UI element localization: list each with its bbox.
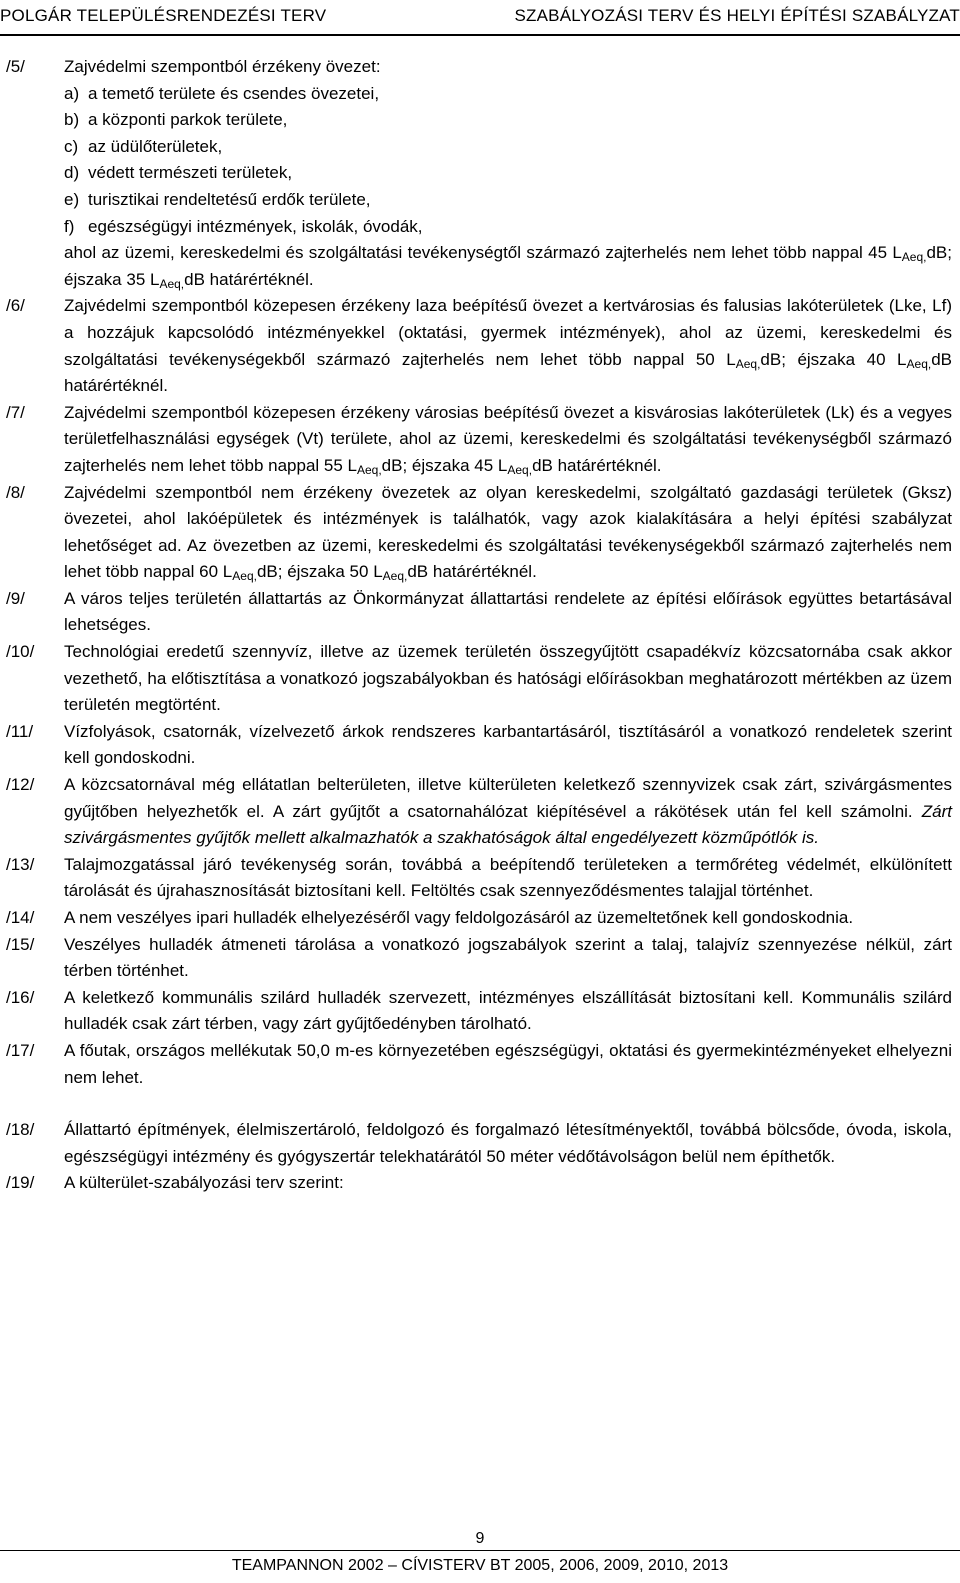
item-number: /13/ xyxy=(6,854,35,874)
item-text: A város teljes területén állattartás az Önkormányzat állattartási rendelete az építési előírások együttes betartásával lehetséges. xyxy=(64,588,952,635)
header-right-title: SZABÁLYOZÁSI TERV ÉS HELYI ÉPÍTÉSI SZABÁLYZAT xyxy=(514,6,960,25)
item-16 xyxy=(0,985,952,1038)
sub-item: f) egészségügyi intézmények, iskolák, óvodák, xyxy=(64,216,423,236)
item-number: /5/ xyxy=(6,57,25,76)
item-6: /6/ Zajvédelmi szempontból közepesen érzékeny laza beépítésű övezet a kertvárosias és falusias lakóterületek (Lke, Lf) a hozzájuk kapcsolódó intézményekkel (oktatási, gyermek intézmények), ahol az üzemi, kereskedelmi és szolgáltatási tevékenységekből származó zajterhelés nem lehet több nappal 50 $L_{Aeq,}dB$; éjszaka 40 $L_{Aeq,}dB$ határértéknél. xyxy=(0,293,952,399)
item-text: Technológiai eredetű szennyvíz, illetve az üzemek területén összegyűjtött csapadékvíz közcsatornába csak akkor vezethető, ha előtisztítása a vonatkozó jogszabályokban és hatósági előírásokban meghatározott mértékben az üzem területén megtörtént. xyxy=(64,642,952,715)
item-11 xyxy=(0,719,952,772)
item-number: /10/ xyxy=(6,642,35,662)
page-header xyxy=(0,4,960,30)
header-left-title: POLGÁR TELEPÜLÉSRENDEZÉSI TERV xyxy=(0,6,327,25)
item-text: Talajmozgatással járó tevékenység során, továbbá a beépítendő területeken a termőréteg védelmét, elkülönített tárolását és újrahasznosítását biztosítani kell. Feltöltés csak szennyeződésmentes talajjal történhet. xyxy=(64,854,952,901)
item-13 xyxy=(0,852,952,905)
item-17 xyxy=(0,1038,952,1091)
item-number: /17/ xyxy=(6,1040,35,1060)
page-footer: TEAMPANNON 2002 – CÍVISTERV BT 2005, 2006, 2009, 2010, 2013 xyxy=(0,1550,960,1575)
item-10 xyxy=(0,639,952,719)
item-number: /14/ xyxy=(6,908,35,927)
item-number: /8/ xyxy=(6,482,25,502)
sub-list xyxy=(64,81,952,241)
page-number: 9 xyxy=(475,1530,485,1547)
item-text: A keletkező kommunális szilárd hulladék szervezett, intézményes elszállítását biztosítani kell. Kommunális szilárd hulladék csak zárt térben, vagy zárt gyűjtőedényben tárolható. xyxy=(64,987,952,1034)
sub-item: b) a központi parkok területe, xyxy=(64,110,288,130)
item-5 xyxy=(0,54,952,293)
sub-item: e) turisztikai rendeltetésű erdők területe, xyxy=(64,189,371,209)
item-text: Veszélyes hulladék átmeneti tárolása a vonatkozó jogszabályok szerint a talaj, talajvíz szennyezése nélkül, zárt térben történhet. xyxy=(64,934,952,981)
item-number: /18/ xyxy=(6,1120,35,1140)
regulation-items xyxy=(0,54,952,1197)
item-number: /15/ xyxy=(6,934,35,954)
sub-item: d) védett természeti területek, xyxy=(64,163,293,183)
item-number: /19/ xyxy=(6,1173,35,1193)
item-12 xyxy=(0,772,952,852)
item-text: A nem veszélyes ipari hulladék elhelyezéséről vagy feldolgozásáról az üzemeltetőnek kell gondoskodnia. xyxy=(64,908,854,927)
item-7: /7/ Zajvédelmi szempontból közepesen érzékeny városias beépítésű övezet a kisvárosias lakóterületek (Lk) és a vegyes területfelhasználási egységek (Vt) területe, ahol az üzemi, kereskedelmi és szolgáltatási tevékenységből származó zajterhelés nem lehet több nappal 55 $L_{Aeq,}dB$; éjszaka 45 $L_{Aeq,}dB$ határértéknél. xyxy=(0,400,952,480)
header-rule xyxy=(0,34,960,36)
item-text: Állattartó építmények, élelmiszertároló, feldolgozó és forgalmazó létesítményektől, továbbá bölcsőde, óvoda, iskola, egészségügyi intézmény és gyógyszertár telekhatárától 50 méter védőtávolságon belül nem építhetők. xyxy=(64,1120,952,1166)
item-text: Vízfolyások, csatornák, vízelvezető árkok rendszeres karbantartásáról, tisztításáról a vonatkozó rendeletek szerint kell gondoskodni. xyxy=(64,721,952,768)
item-text: ahol az üzemi, kereskedelmi és szolgáltatási tevékenységtől származó zajterhelés nem lehet több nappal 45 $L_{Aeq,}dB$; éjszaka 35 $L_{Aeq,}dB$ határértéknél. xyxy=(64,243,952,291)
item-number: /11/ xyxy=(6,721,34,741)
item-intro: Zajvédelmi szempontból érzékeny övezet: xyxy=(64,57,381,76)
item-text-italic: Zárt szivárgásmentes gyűjtők mellett alkalmazhatók a szakhatóságok által engedélyezett közműpótlók is. xyxy=(64,801,952,848)
item-text: A főutak, országos mellékutak 50,0 m-es környezetében egészségügyi, oktatási és gyermekintézményeket elhelyezni nem lehet. xyxy=(64,1040,952,1087)
item-8: /8/ Zajvédelmi szempontból nem érzékeny övezetek az olyan kereskedelmi, szolgáltató gazdasági területek (Gksz) övezetei, ahol lakóépületek és intézmények is találhatók, vagy azok kialakítására a helyi építési szabályzat lehetőséget ad. Az övezetben az üzemi, kereskedelmi és szolgáltatási tevékenységekből származó zajterhelés nem lehet több nappal 60 $L_{Aeq,}dB$; éjszaka 50 $L_{Aeq,}dB$ határértéknél. xyxy=(0,480,952,586)
item-15 xyxy=(0,932,952,985)
item-number: /6/ xyxy=(6,296,25,316)
item-18 xyxy=(0,1117,952,1170)
item-14 xyxy=(0,905,952,932)
sub-item: a) a temető területe és csendes övezetei, xyxy=(64,83,380,103)
item-text: A külterület-szabályozási terv szerint: xyxy=(64,1173,344,1193)
item-19 xyxy=(0,1170,952,1197)
item-number: /16/ xyxy=(6,987,35,1007)
item-number: /12/ xyxy=(6,775,35,795)
item-9 xyxy=(0,586,952,639)
item-text: A közcsatornával még ellátatlan belterületen, illetve külterületen keletkező szennyvizek csak zárt, szivárgásmentes gyűjtőben helyezhetők el. A zárt gyűjtőt a csatornahálózat kiépítésével a rákötések után fel kell számolni. xyxy=(64,775,952,821)
item-number: /9/ xyxy=(6,588,25,608)
item-number: /7/ xyxy=(6,402,25,422)
sub-item: c) az üdülőterületek, xyxy=(64,136,223,156)
